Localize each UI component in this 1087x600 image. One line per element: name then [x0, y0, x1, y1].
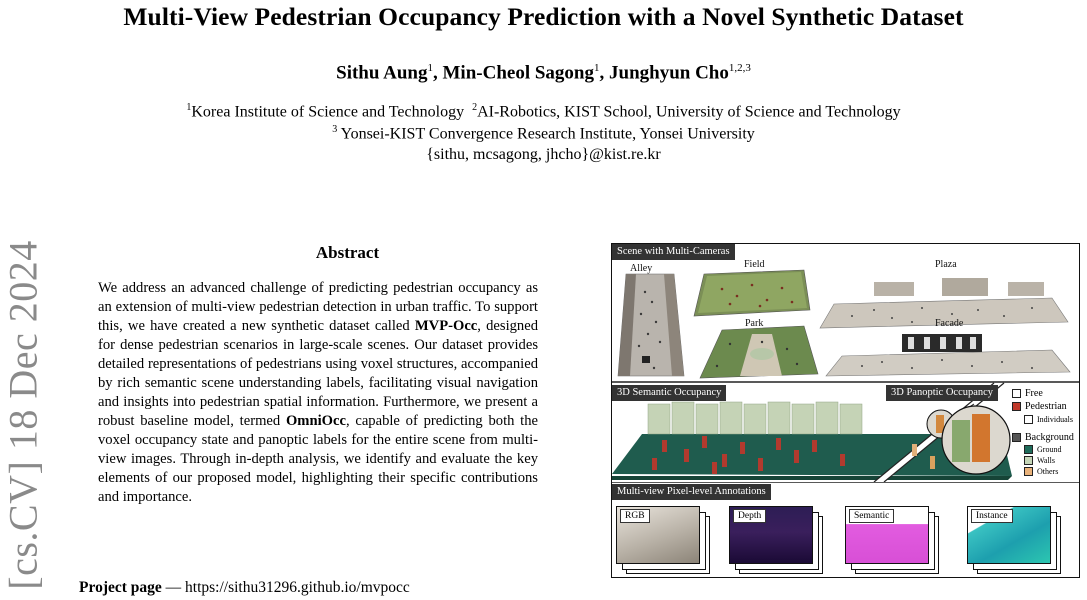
paper-title: Multi-View Pedestrian Occupancy Prediction with a Novel Synthetic Dataset — [123, 2, 964, 31]
affil-sup-3: 3 — [332, 124, 338, 135]
annotation-card-rgb — [616, 506, 700, 564]
arxiv-stamp — [2, 230, 44, 600]
legend-background — [1012, 432, 1074, 443]
teaser-figure — [611, 243, 1080, 578]
legend-swatch-ground — [1024, 445, 1033, 454]
legend-pedestrian — [1012, 401, 1067, 412]
abstract-text: , designed for dense pedestrian scenarios in large-scale scenes. Our dataset provides detailed representations of pedestrians using voxel structures, accompanied by rich semantic scene understanding labels, facilitating visual navigation and insights into pedestrian spatial information. Furthermore, we present a robust baseline model, termed — [98, 318, 538, 429]
abstract-text: , capable of predicting both the voxel occupancy state and panoptic labels for the entire scene from multi-view images. Through in-depth analysis, we identify and evaluate the key elements of our proposed model, highlighting their specific contributions and importance. — [98, 413, 539, 505]
author-sep: , — [433, 62, 443, 84]
project-page-link[interactable]: https://sithu31296.github.io/mvpocc — [185, 579, 410, 596]
project-page-label: Project page — [79, 579, 162, 596]
author-sep: , — [599, 62, 609, 84]
legend-swatch-free — [1012, 389, 1021, 398]
arxiv-stamp-text: [cs.CV] 18 Dec 2024 — [0, 240, 46, 590]
legend-swatch-background — [1012, 433, 1021, 442]
dataset-name: MVP-Occ — [414, 318, 478, 334]
annotation-card-label: RGB — [620, 509, 650, 523]
legend-swatch-others — [1024, 467, 1033, 476]
annotation-card-instance — [967, 506, 1051, 564]
panel-label-semantic: 3D Semantic Occupancy — [612, 385, 726, 401]
legend-ground — [1024, 445, 1061, 454]
panel-label-annotations: Multi-view Pixel-level Annotations — [612, 484, 771, 500]
legend-swatch-walls — [1024, 456, 1033, 465]
legend-label-background: Background — [1025, 432, 1074, 443]
author-name: Junghyun Cho — [609, 62, 729, 84]
project-page-dash: — — [161, 579, 186, 596]
author-affil-sup: 1,2,3 — [728, 62, 751, 74]
model-name: OmniOcc — [285, 413, 346, 429]
author-affil-sup: 1 — [594, 62, 600, 74]
abstract-body — [98, 279, 538, 507]
affiliation-line-1 — [0, 102, 1087, 121]
scene-label-facade: Facade — [935, 318, 964, 329]
legend-free — [1012, 388, 1043, 399]
author-list — [0, 62, 1087, 84]
legend-others — [1024, 467, 1058, 476]
legend-label-ground: Ground — [1037, 445, 1062, 454]
scene-label-field: Field — [744, 259, 765, 270]
legend-label-walls: Walls — [1037, 456, 1056, 465]
abstract-text: We address an advanced challenge of predicting pedestrian occupancy as an extension of multi-view pedestrian detection in urban traffic. To support this, we have created a new synthetic dataset called — [98, 280, 538, 334]
affil-kist: Korea Institute of Science and Technology — [191, 103, 465, 121]
author-name: Sithu Aung — [336, 62, 428, 84]
legend-swatch-individuals — [1024, 415, 1033, 424]
annotation-card-label: Depth — [733, 509, 766, 523]
panel-label-scenes: Scene with Multi-Cameras — [612, 244, 735, 260]
legend-label-others: Others — [1037, 467, 1059, 476]
author-emails: {sithu, mcsagong, jhcho}@kist.re.kr — [426, 146, 661, 163]
project-page-line — [79, 579, 410, 597]
affil-sup-1: 1 — [186, 102, 192, 113]
scene-label-park: Park — [745, 318, 764, 329]
legend-swatch-pedestrian — [1012, 402, 1021, 411]
annotation-card-depth — [729, 506, 813, 564]
alley-scene — [618, 274, 684, 376]
annotation-card-label: Instance — [971, 509, 1013, 523]
affil-ust: AI-Robotics, KIST School, University of Science and Technology — [477, 103, 901, 121]
field-scene — [694, 270, 810, 316]
affil-sup-2: 2 — [472, 102, 478, 113]
author-name: Min-Cheol Sagong — [442, 62, 594, 84]
affiliation-line-2 — [0, 124, 1087, 143]
abstract-heading: Abstract — [315, 243, 380, 262]
legend-individuals — [1024, 415, 1073, 424]
legend-label-free: Free — [1025, 388, 1043, 399]
scene-label-plaza: Plaza — [935, 259, 957, 270]
wall-voxels — [648, 402, 862, 434]
author-affil-sup: 1 — [427, 62, 433, 74]
scene-label-alley: Alley — [630, 263, 653, 274]
legend-label-pedestrian: Pedestrian — [1025, 401, 1067, 412]
affil-yonsei: Yonsei-KIST Convergence Research Institute, Yonsei University — [337, 125, 755, 143]
legend-label-individuals: Individuals — [1037, 415, 1073, 424]
panel-label-panoptic: 3D Panoptic Occupancy — [886, 385, 998, 401]
legend-walls — [1024, 456, 1055, 465]
annotation-card-semantic — [845, 506, 929, 564]
annotation-card-label: Semantic — [849, 509, 894, 523]
